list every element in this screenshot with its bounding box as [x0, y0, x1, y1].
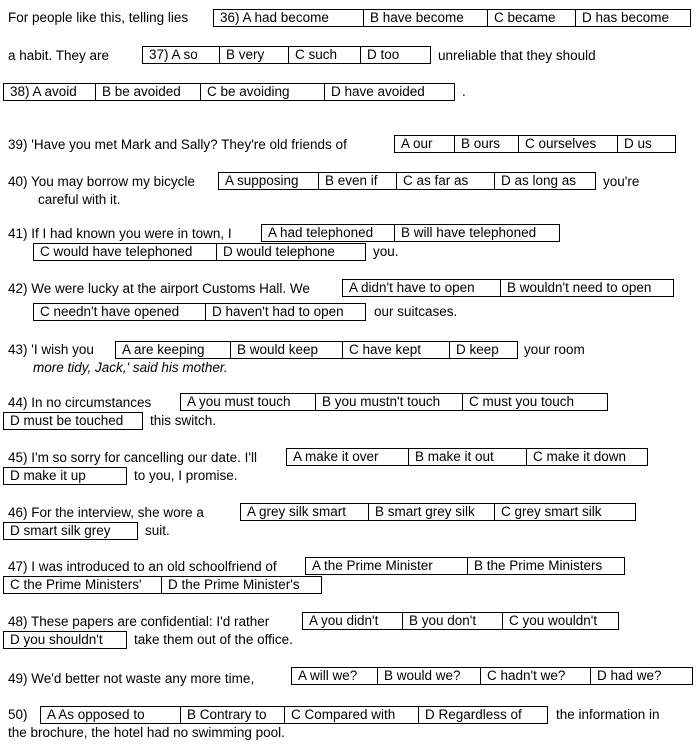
q45-option-a[interactable]: A make it over — [287, 449, 409, 465]
q40-stem: 40) You may borrow my bicycle — [8, 174, 195, 189]
q42-continuation: our suitcases. — [374, 304, 458, 319]
q42-option-c[interactable]: C needn't have opened — [34, 304, 206, 320]
q49-option-b[interactable]: B would we? — [378, 668, 481, 684]
q50-options — [40, 706, 548, 724]
q48-stem: 48) These papers are confidential: I'd rather — [8, 614, 270, 629]
q36-option-b[interactable]: B have become — [364, 10, 488, 26]
q49-stem: 49) We'd better not waste any more time, — [8, 671, 255, 686]
q45-option-d[interactable]: D make it up — [10, 468, 86, 483]
q41-option-a[interactable]: A had telephoned — [262, 225, 395, 241]
q49-options — [291, 667, 693, 685]
q46-continuation: suit. — [145, 523, 170, 538]
q45-stem: 45) I'm so sorry for cancelling our date. I'll — [8, 450, 258, 465]
q41-option-b[interactable]: B will have telephoned — [401, 225, 537, 240]
q37-options — [142, 46, 431, 64]
q48-option-a[interactable]: A you didn't — [303, 613, 403, 629]
q44-options-row2 — [3, 412, 143, 430]
q40-option-d[interactable]: D as long as — [501, 173, 577, 188]
q50-line2: the brochure, the hotel had no swimming pool. — [8, 725, 285, 740]
q43-options — [115, 341, 518, 359]
q48-continuation: take them out of the office. — [134, 632, 293, 647]
q41-continuation: you. — [373, 244, 399, 259]
q37-stem: a habit. They are — [8, 48, 110, 63]
q42-stem: 42) We were lucky at the airport Customs Hall. We — [8, 281, 310, 296]
q50-stem: 50) — [8, 707, 28, 722]
q39-option-a[interactable]: A our — [395, 136, 455, 152]
q38-continuation: . — [462, 84, 466, 99]
q36-option-c[interactable]: C became — [488, 10, 576, 26]
q40-options — [218, 172, 596, 190]
q42-option-d[interactable]: D haven't had to open — [212, 304, 344, 319]
q44-option-c[interactable]: C must you touch — [469, 394, 575, 409]
q44-continuation: this switch. — [150, 413, 217, 428]
q50-option-d[interactable]: D Regardless of — [425, 707, 522, 722]
q44-option-d[interactable]: D must be touched — [10, 413, 124, 428]
q49-option-d[interactable]: D had we? — [597, 668, 662, 683]
q44-options-row1 — [180, 393, 608, 411]
q43-stem: 43) 'I wish you — [8, 342, 94, 357]
q38-option-a[interactable]: 38) A avoid — [4, 84, 96, 100]
q48-option-c[interactable]: C you wouldn't — [509, 613, 598, 628]
q43-line2: more tidy, Jack,' said his mother. — [33, 360, 228, 375]
q37-option-a[interactable]: 37) A so — [143, 47, 220, 63]
q43-continuation: your room — [524, 342, 585, 357]
q42-options-row1 — [342, 279, 674, 297]
q48-option-b[interactable]: B you don't — [403, 613, 503, 629]
q46-option-a[interactable]: A grey silk smart — [241, 504, 369, 520]
q47-option-b[interactable]: B the Prime Ministers — [474, 558, 603, 573]
q46-option-c[interactable]: C grey smart silk — [501, 504, 602, 519]
q43-option-a[interactable]: A are keeping — [116, 342, 231, 358]
q46-option-d[interactable]: D smart silk grey — [10, 523, 111, 538]
q40-line2: careful with it. — [38, 192, 121, 207]
q41-option-c[interactable]: C would have telephoned — [34, 244, 217, 260]
q38-option-c[interactable]: C be avoiding — [201, 84, 325, 100]
q43-option-d[interactable]: D keep — [456, 342, 499, 357]
q44-stem: 44) In no circumstances — [8, 395, 152, 410]
q42-options-row2 — [33, 303, 366, 321]
q36-options — [213, 9, 691, 27]
q42-option-a[interactable]: A didn't have to open — [343, 280, 501, 296]
q41-options-row2 — [33, 243, 366, 261]
q50-option-c[interactable]: C Compared with — [285, 707, 419, 723]
q40-option-b[interactable]: B even if — [319, 173, 397, 189]
q39-options — [394, 135, 676, 153]
q36-option-d[interactable]: D has become — [582, 10, 670, 25]
q38-option-d[interactable]: D have avoided — [331, 84, 425, 99]
q49-option-a[interactable]: A will we? — [292, 668, 378, 684]
q49-option-c[interactable]: C hadn't we? — [481, 668, 591, 684]
q38-option-b[interactable]: B be avoided — [96, 84, 201, 100]
q41-options-row1 — [261, 224, 560, 242]
q45-continuation: to you, I promise. — [134, 468, 238, 483]
q37-option-b[interactable]: B very — [220, 47, 289, 63]
q37-option-c[interactable]: C such — [289, 47, 361, 63]
q47-option-a[interactable]: A the Prime Minister — [306, 558, 468, 574]
q44-option-b[interactable]: B you mustn't touch — [316, 394, 463, 410]
q45-options-row2 — [3, 467, 127, 485]
q36-stem: For people like this, telling lies — [8, 10, 189, 25]
q50-continuation: the information in — [556, 707, 660, 722]
q45-options-row1 — [286, 448, 648, 466]
q47-options-row1 — [305, 557, 625, 575]
q39-option-d[interactable]: D us — [624, 136, 652, 151]
q45-option-c[interactable]: C make it down — [533, 449, 627, 464]
q41-stem: 41) If I had known you were in town, I — [8, 226, 232, 241]
q47-stem: 47) I was introduced to an old schoolfriend of — [8, 559, 277, 574]
q41-option-d[interactable]: D would telephone — [223, 244, 335, 259]
q39-option-b[interactable]: B ours — [455, 136, 519, 152]
q43-option-b[interactable]: B would keep — [231, 342, 343, 358]
q48-options-row1 — [302, 612, 619, 630]
q40-option-c[interactable]: C as far as — [397, 173, 495, 189]
q46-stem: 46) For the interview, she wore a — [8, 505, 204, 520]
q48-option-d[interactable]: D you shouldn't — [10, 632, 103, 647]
q40-continuation: you're — [603, 174, 640, 189]
q43-option-c[interactable]: C have kept — [343, 342, 450, 358]
q42-option-b[interactable]: B wouldn't need to open — [507, 280, 652, 295]
q46-options-row2 — [3, 522, 138, 540]
q39-option-c[interactable]: C ourselves — [519, 136, 618, 152]
q36-option-a[interactable]: 36) A had become — [214, 10, 364, 26]
q37-option-d[interactable]: D too — [367, 47, 400, 62]
q48-options-row2 — [3, 631, 127, 649]
q46-options-row1 — [240, 503, 636, 521]
q37-continuation: unreliable that they should — [438, 48, 596, 63]
q39-stem: 39) 'Have you met Mark and Sally? They're old friends of — [8, 137, 347, 152]
q40-option-a[interactable]: A supposing — [219, 173, 319, 189]
q38-options — [3, 83, 455, 101]
q47-option-d[interactable]: D the Prime Minister's — [168, 577, 300, 592]
q44-option-a[interactable]: A you must touch — [181, 394, 316, 410]
q45-option-b[interactable]: B make it out — [409, 449, 527, 465]
q47-option-c[interactable]: C the Prime Ministers' — [4, 577, 162, 593]
q46-option-b[interactable]: B smart grey silk — [369, 504, 495, 520]
q50-option-a[interactable]: A As opposed to — [41, 707, 181, 723]
q47-options-row2 — [3, 576, 322, 594]
q50-option-b[interactable]: B Contrary to — [181, 707, 285, 723]
